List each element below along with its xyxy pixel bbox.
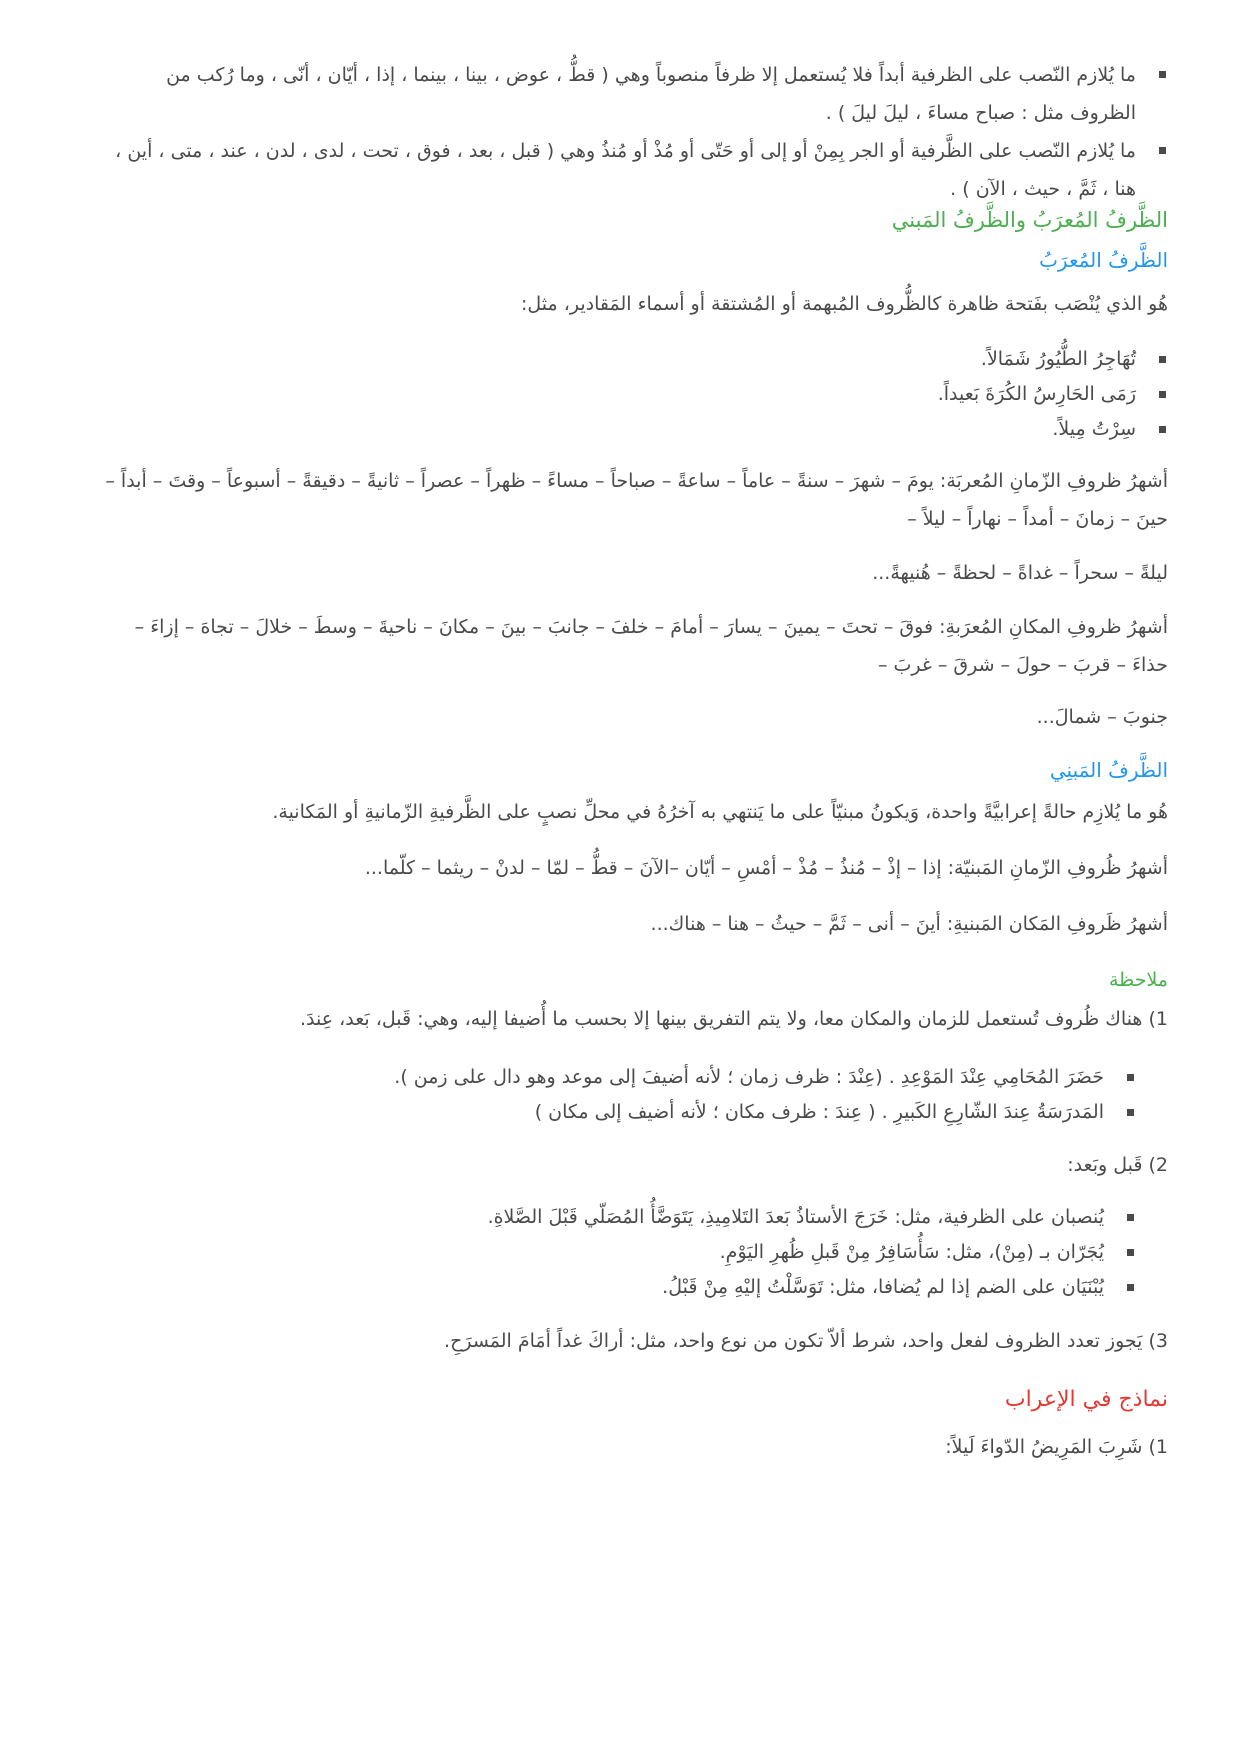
list-item: سِرْتُ مِيلاً. (96, 412, 1168, 447)
zaman-muarab-paragraph: أشهرُ ظروفِ الزّمانِ المُعربَة: يومَ – شهرَ – سنةً – عاماً – ساعةً – صباحاً – مساءً – ظهراً – عصراً – ثانيةً – دقيقةً – أسبوعاً – وقتَ – أبداً – حينَ – زمانَ – أمداً – نهاراً – ليلاً – (105, 470, 1168, 530)
makan-mabni-paragraph: أشهرُ ظَروفِ المَكان المَبنيةِ: أينَ – أنى – ثَمَّ – حيثُ – هنا – هناك... (650, 913, 1168, 935)
bullet-square-icon (1159, 71, 1166, 78)
list-item: تُهَاجِرُ الطُّيُورُ شَمَالاً. (96, 342, 1168, 377)
makan-muarab-continued: جنوبَ – شمالَ... (1036, 706, 1168, 728)
note-heading: ملاحظة (1108, 969, 1168, 991)
subheading-muarab: الظَّرفُ المُعرَبُ (1039, 248, 1168, 272)
bullet-square-icon (1127, 1074, 1134, 1081)
list-item: حَضَرَ المُحَامِي عِنْدَ المَوْعِدِ . (عِنْدَ : ظرف زمان ؛ لأنه أضيفَ إلى موعد وهو دال على زمن ). (96, 1060, 1136, 1095)
list-item: يُبْنَيَان على الضم إذا لم يُضافا، مثل: تَوَسَّلْتُ إليْهِ مِنْ قَبْلُ. (96, 1270, 1136, 1305)
list-item: ما يُلازم النّصب على الظرفية أبداً فلا يُستعمل إلا ظرفاً منصوباً وهي ( قطُّ ، عوض ، بينا ، بينما ، إذا ، أيّان ، أنّى ، وما رُكب من الظروف مثل : صباح مساءَ ، ليلَ ليلَ ) . (96, 56, 1168, 132)
zaman-mabni-paragraph: أشهرُ ظُروفِ الزّمانِ المَبنيّة: إذا – إذْ – مُنذُ – مُذْ – أمْسِ – أيّان –الآنَ – قطُّ – لمّا – لدنْ – ريثما – كلّما... (364, 857, 1168, 879)
bullet-square-icon (1127, 1214, 1134, 1221)
list-item: يُنصبان على الظرفية، مثل: خَرَجَ الأستاذُ بَعدَ التَلامِيذِ، يَتَوَضَّأُ المُصَلّي قَبْلَ الصَّلاةِ. (96, 1200, 1136, 1235)
examples-heading: نماذج في الإعراب (1004, 1387, 1168, 1412)
note-1: 1) هناك ظُروف تُستعمل للزمان والمكان معا، ولا يتم التفريق بينها إلا بحسب ما أُضيفا إليه، وهي: قَبل، بَعد، عِندَ. (300, 1008, 1168, 1030)
zaman-muarab-continued: ليلةً – سحراً – غداةً – لحظةً – هُنيهةً... (872, 562, 1168, 584)
makan-muarab-paragraph: أشهرُ ظروفِ المكانِ المُعرَبةِ: فوقَ – تحتَ – يمينَ – يسارَ – أمامَ – خلفَ – جانبَ – بينَ – مكانَ – ناحيةَ – وسطَ – خلالَ – تجاهَ – إزاءَ – حذاءَ – قربَ – حولَ – شرقَ – غربَ – (134, 616, 1168, 676)
note-1-bullet-list (96, 1060, 1136, 1130)
mabni-definition: هُو ما يُلازِم حالةً إعرابيَّةً واحدة، وَيكونُ مبنيّاً على ما يَنتهي به آخرُهُ في محلِّ نصبٍ على الظَّرفيةِ الزّمانيةِ أو المَكانية. (272, 801, 1168, 823)
intro-bullet-list (96, 56, 1168, 208)
list-item: رَمَى الحَارِسُ الكُرَةَ بَعيداً. (96, 377, 1168, 412)
note-2: 2) قَبل وبَعد: (1067, 1154, 1168, 1176)
note-2-bullet-list (96, 1200, 1136, 1305)
list-item: المَدرَسَةُ عِندَ الشّارِعِ الكَبيرِ . ( عِندَ : ظرف مكان ؛ لأنه أضيف إلى مكان ) (96, 1095, 1136, 1130)
note-3: 3) يَجوز تعدد الظروف لفعل واحد، شرط ألاّ تكون من نوع واحد، مثل: أراكَ غداً أمَامَ المَسرَحِ. (444, 1330, 1168, 1352)
bullet-square-icon (1127, 1284, 1134, 1291)
bullet-square-icon (1159, 356, 1166, 363)
section-heading-muarab-mabni: الظَّرفُ المُعرَبُ والظَّرفُ المَبني (891, 208, 1168, 232)
bullet-square-icon (1127, 1249, 1134, 1256)
list-item: ما يُلازم النّصب على الظَّرفية أو الجر بِمِنْ أو إلى أو حَتّى أو مُذْ أو مُنذُ وهي ( قبل ، بعد ، فوق ، تحت ، لدى ، لدن ، عند ، متى ، أين ، هنا ، ثَمَّ ، حيث ، الآن ) . (96, 132, 1168, 208)
bullet-square-icon (1159, 147, 1166, 154)
muarab-definition: هُو الذي يُنْصَب بفَتحة ظاهرة كالظُّروف المُبهمة أو المُشتقة أو أسماء المَقادير، مثل: (521, 293, 1168, 315)
muarab-examples-list (96, 342, 1168, 447)
bullet-square-icon (1159, 426, 1166, 433)
bullet-square-icon (1127, 1109, 1134, 1116)
example-1: 1) شَرِبَ المَرِيضُ الدّواءَ لَيلاً: (945, 1436, 1168, 1458)
list-item: يُجَرّان بـ (مِنْ)، مثل: سَأُسَافِرُ مِنْ قَبلِ ظُهرِ اليَوْمِ. (96, 1235, 1136, 1270)
bullet-square-icon (1159, 391, 1166, 398)
subheading-mabni: الظَّرفُ المَبنِي (1049, 758, 1168, 782)
